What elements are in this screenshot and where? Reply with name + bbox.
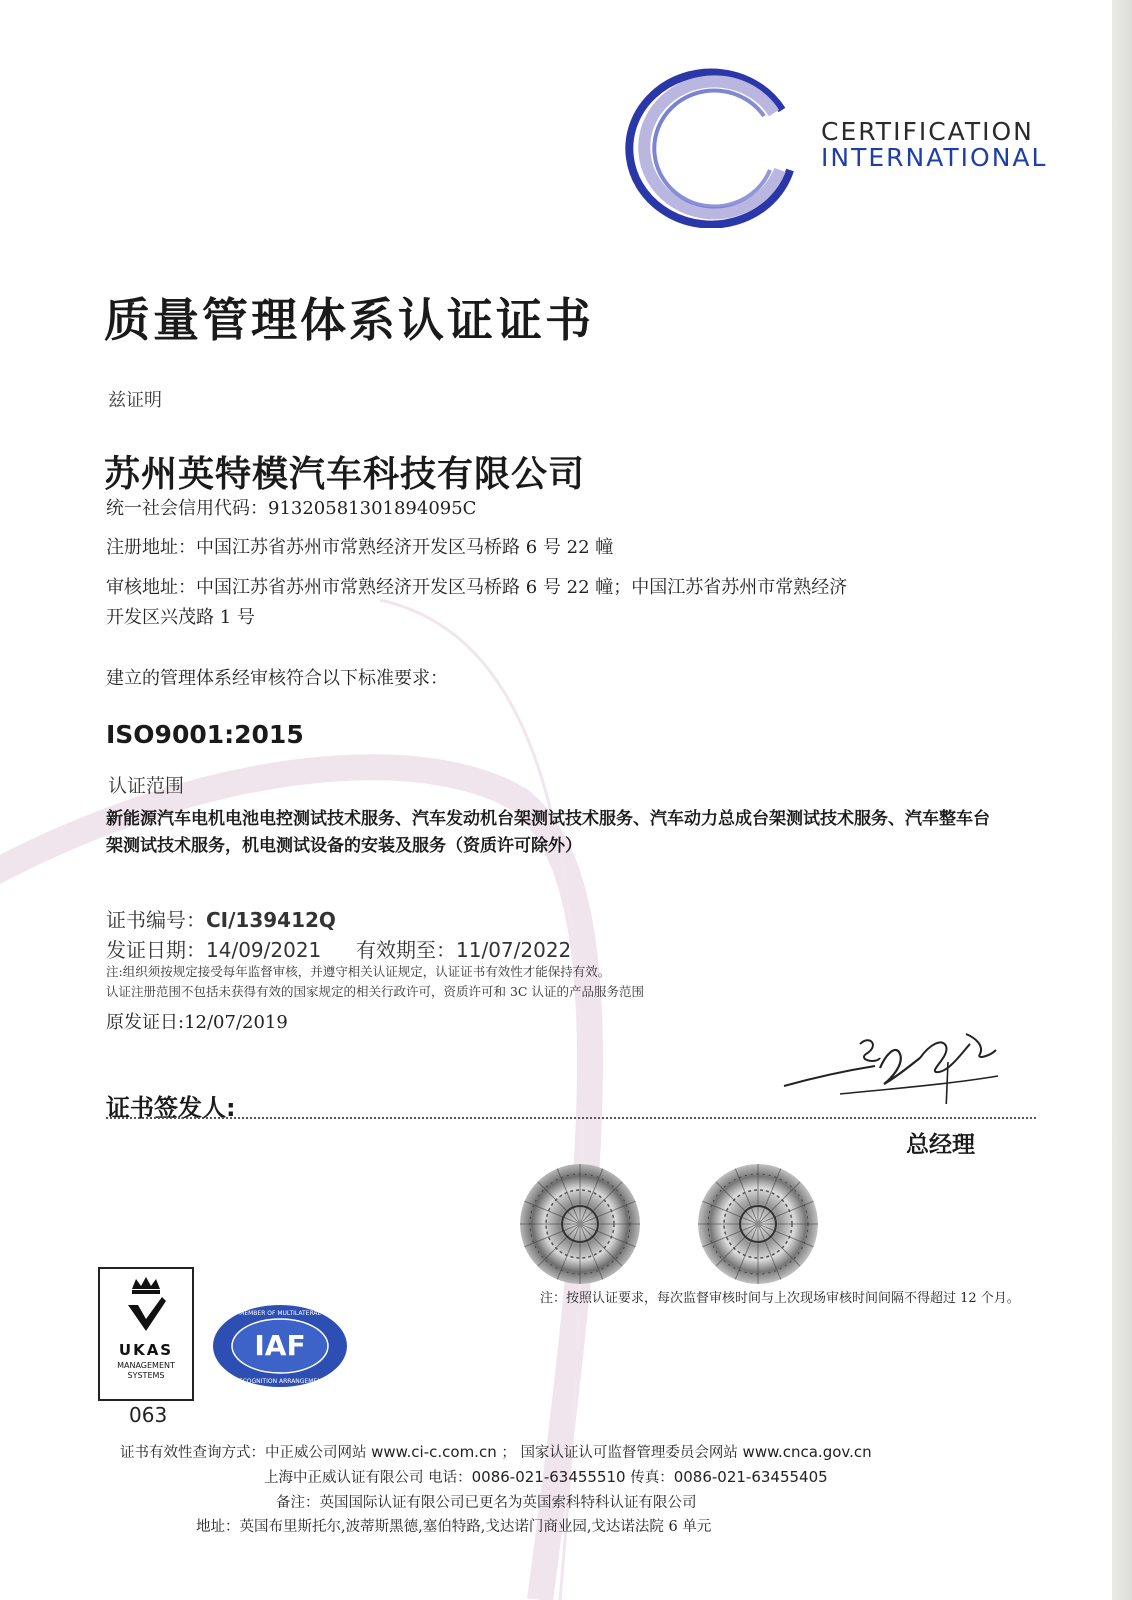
original-issue-row (106, 1008, 288, 1034)
site1-label: 中正威公司网站 (265, 1445, 367, 1461)
certificate-number-value: CI/139412Q (206, 908, 336, 932)
audit-interval-note: 注：按照认证要求，每次监督审核时间与上次现场审核时间间隔不得超过 12 个月。 (540, 1291, 1020, 1306)
certification-logo-icon (612, 58, 808, 228)
certificate-number-label: 证书编号： (106, 908, 206, 932)
address-line: 地址：英国布里斯托尔,波蒂斯黑德,塞伯特路,戈达诺门商业园,戈达诺法院 6 单元 (196, 1519, 712, 1535)
contact-line (264, 1466, 828, 1487)
site2-link[interactable]: www.cnca.gov.cn (742, 1443, 872, 1461)
ukas-name: UKAS (118, 1341, 174, 1359)
tel-value: 0086-021-63455510 (471, 1468, 626, 1486)
audit-address-label: 审核地址： (106, 577, 196, 598)
fax-label: 传真： (630, 1470, 674, 1486)
registered-address-label: 注册地址： (106, 537, 196, 558)
ukas-accreditation-mark (98, 1267, 194, 1401)
handwritten-signature (780, 1024, 1020, 1104)
issue-date-value: 14/09/2021 (206, 938, 322, 962)
logo-line-1: CERTIFICATION (821, 117, 1034, 146)
iaf-ring-bottom: RECOGNITION ARRANGEMENT (234, 1378, 326, 1385)
credit-code-label: 统一社会信用代码： (106, 498, 268, 519)
original-issue-label: 原发证日: (106, 1012, 185, 1033)
notice-1: 注:组织须按规定接受每年监督审核，并遵守相关认证规定，认证证书有效性才能保持有效。 (106, 964, 611, 979)
original-issue-value: 12/07/2019 (184, 1012, 288, 1033)
scope-label: 认证范围 (108, 775, 185, 797)
accreditation-number: 063 (129, 1403, 168, 1427)
hologram-seal-icon (520, 1164, 640, 1284)
logo-wordmark (821, 119, 1047, 171)
issue-date-label: 发证日期： (106, 938, 206, 962)
footer-separator: ； (501, 1445, 516, 1461)
registered-address-value: 中国江苏省苏州市常熟经济开发区马桥路 6 号 22 幢 (196, 537, 614, 558)
dates-row (106, 934, 571, 963)
signature-line (106, 1117, 1036, 1119)
iaf-center-text: IAF (254, 1329, 306, 1362)
credit-code-value: 91320581301894095C (268, 498, 477, 519)
iaf-ring-top: MEMBER OF MULTILATERAL (239, 1310, 321, 1317)
remark-line: 备注：英国国际认证有限公司已更名为英国索科特科认证有限公司 (276, 1495, 697, 1511)
audit-address-value-1: 中国江苏省苏州市常熟经济开发区马桥路 6 号 22 幢；中国江苏省苏州市常熟经济 (196, 577, 848, 598)
signer-label: 证书签发人: (106, 1094, 236, 1122)
valid-until-label: 有效期至： (356, 938, 456, 962)
issuer-company: 上海中正威认证有限公司 (264, 1470, 424, 1486)
site2-label: 国家认证认可监督管理委员会网站 (520, 1445, 738, 1461)
scope-text: 新能源汽车电机电池电控测试技术服务、汽车发动机台架测试技术服务、汽车动力总成台架测试技术服务、汽车整车台架测试技术服务，机电测试设备的安装及服务（资质许可除外） (106, 809, 990, 856)
signer-title: 总经理 (906, 1132, 975, 1158)
iaf-logo-icon (211, 1303, 349, 1389)
standard-name: ISO9001:2015 (106, 720, 304, 749)
certificate-title: 质量管理体系认证证书 (104, 293, 594, 347)
fax-value: 0086-021-63455405 (673, 1468, 828, 1486)
site1-link[interactable]: www.ci-c.com.cn (371, 1443, 497, 1461)
logo-line-2: INTERNATIONAL (821, 143, 1048, 172)
crown-check-icon (124, 1275, 168, 1333)
audit-address-row (106, 573, 847, 599)
company-name: 苏州英特模汽车科技有限公司 (104, 454, 586, 495)
verify-label: 证书有效性查询方式： (120, 1445, 265, 1461)
registered-address-row (106, 533, 613, 559)
valid-until-value: 11/07/2022 (456, 938, 572, 962)
audit-address-value-2: 开发区兴茂路 1 号 (106, 607, 255, 628)
verification-line (120, 1441, 872, 1462)
hologram-seal-icon (698, 1164, 818, 1284)
tel-label: 电话： (428, 1470, 472, 1486)
conformity-statement: 建立的管理体系经审核符合以下标准要求： (106, 668, 448, 689)
certificate-number-row (106, 904, 336, 933)
scan-edge (1112, 0, 1132, 1600)
intro-text: 兹证明 (108, 390, 162, 411)
credit-code-row (106, 494, 476, 520)
ukas-sub-2: SYSTEMS (127, 1371, 165, 1380)
ukas-sub-1: MANAGEMENT (117, 1361, 175, 1370)
notice-2: 认证注册范围不包括未获得有效的国家规定的相关行政许可，资质许可和 3C 认证的产品服务范围 (106, 984, 644, 999)
